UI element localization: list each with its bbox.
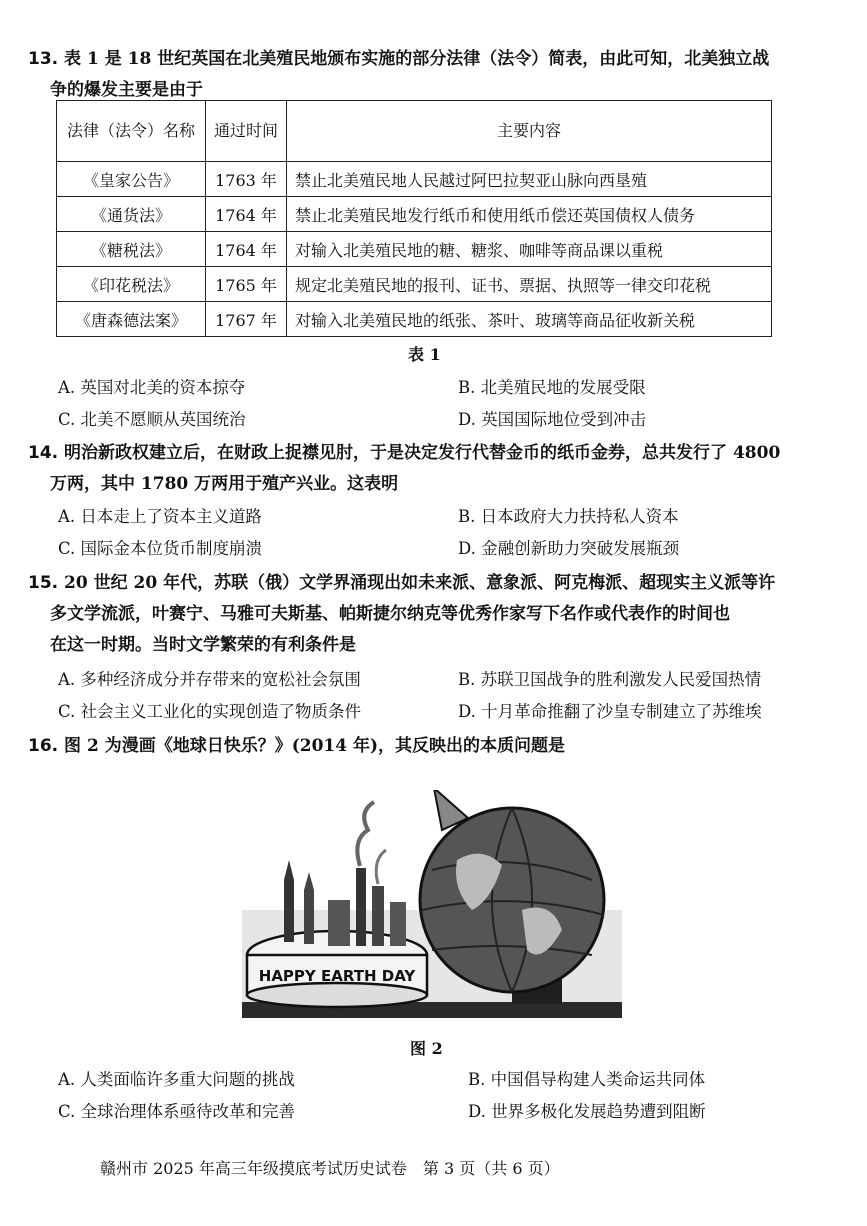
law-table-header bbox=[57, 101, 772, 162]
cartoon-illustration bbox=[242, 790, 622, 1018]
table-caption: 表 1 bbox=[408, 345, 441, 364]
q14-option-b[interactable]: B. 日本政府大力扶持私人资本 bbox=[458, 507, 679, 526]
q13-stem-line2: 争的爆发主要是由于 bbox=[50, 80, 203, 100]
smoke-icon bbox=[357, 802, 374, 866]
q16-option-a[interactable]: A. 人类面临许多重大问题的挑战 bbox=[58, 1070, 295, 1089]
law-year-cell: 1763 年 bbox=[206, 162, 287, 197]
table-row bbox=[57, 232, 772, 267]
law-name-cell: 《皇家公告》 bbox=[57, 162, 206, 197]
q13-stem-line1: 表 1 是 18 世纪英国在北美殖民地颁布实施的部分法律（法令）简表，由此可知，北美独立战 bbox=[64, 49, 770, 69]
law-content-cell: 禁止北美殖民地人民越过阿巴拉契亚山脉向西垦殖 bbox=[287, 162, 772, 197]
cake-base bbox=[247, 983, 427, 1007]
q15-option-b[interactable]: B. 苏联卫国战争的胜利激发人民爱国热情 bbox=[458, 670, 762, 689]
q16-stem bbox=[28, 731, 818, 762]
q14-option-d[interactable]: D. 金融创新助力突破发展瓶颈 bbox=[458, 539, 680, 558]
q15-stem bbox=[28, 568, 818, 661]
law-name-cell: 《印花税法》 bbox=[57, 267, 206, 302]
q13-stem bbox=[28, 44, 818, 106]
table-row bbox=[57, 162, 772, 197]
table-row bbox=[57, 267, 772, 302]
cartoon-figure bbox=[242, 790, 622, 1018]
factory-candle-icon bbox=[328, 900, 350, 946]
chimney-candle-icon bbox=[372, 886, 384, 946]
q14-option-a[interactable]: A. 日本走上了资本主义道路 bbox=[58, 507, 262, 526]
law-content-cell: 对输入北美殖民地的糖、糖浆、咖啡等商品课以重税 bbox=[287, 232, 772, 267]
q15-option-a[interactable]: A. 多种经济成分并存带来的宽松社会氛围 bbox=[58, 670, 361, 689]
q13-option-c[interactable]: C. 北美不愿顺从英国统治 bbox=[58, 410, 246, 429]
table-row bbox=[57, 197, 772, 232]
law-table bbox=[56, 100, 772, 337]
q14-number: 14. bbox=[28, 443, 59, 463]
q16-number: 16. bbox=[28, 736, 59, 756]
q15-stem-line3: 在这一时期。当时文学繁荣的有利条件是 bbox=[50, 635, 356, 655]
q15-stem-line2: 多文学流派，叶赛宁、马雅可夫斯基、帕斯捷尔纳克等优秀作家写下名作或代表作的时间也 bbox=[50, 604, 730, 624]
header-law-name: 法律（法令）名称 bbox=[57, 101, 206, 162]
page-footer: 赣州市 2025 年高三年级摸底考试历史试卷 第 3 页（共 6 页） bbox=[100, 1159, 560, 1178]
header-time: 通过时间 bbox=[206, 101, 287, 162]
q16-stem-line1: 图 2 为漫画《地球日快乐？》(2014 年)，其反映出的本质问题是 bbox=[64, 736, 566, 756]
globe bbox=[420, 808, 604, 992]
law-name-cell: 《唐森德法案》 bbox=[57, 302, 206, 337]
q15-option-d[interactable]: D. 十月革命推翻了沙皇专制建立了苏维埃 bbox=[458, 702, 762, 721]
table-row bbox=[57, 302, 772, 337]
q16-option-c[interactable]: C. 全球治理体系亟待改革和完善 bbox=[58, 1102, 296, 1121]
law-year-cell: 1767 年 bbox=[206, 302, 287, 337]
q13-option-d[interactable]: D. 英国国际地位受到冲击 bbox=[458, 410, 647, 429]
law-name-cell: 《糖税法》 bbox=[57, 232, 206, 267]
q13-number: 13. bbox=[28, 49, 59, 69]
q16-option-b[interactable]: B. 中国倡导构建人类命运共同体 bbox=[468, 1070, 706, 1089]
law-content-cell: 对输入北美殖民地的纸张、茶叶、玻璃等商品征收新关税 bbox=[287, 302, 772, 337]
q13-option-b[interactable]: B. 北美殖民地的发展受限 bbox=[458, 378, 646, 397]
q14-stem bbox=[28, 438, 818, 500]
header-content: 主要内容 bbox=[287, 101, 772, 162]
q16-option-d[interactable]: D. 世界多极化发展趋势遭到阻断 bbox=[468, 1102, 706, 1121]
q15-option-c[interactable]: C. 社会主义工业化的实现创造了物质条件 bbox=[58, 702, 362, 721]
missile-tip-icon bbox=[284, 860, 294, 880]
figure-caption: 图 2 bbox=[410, 1039, 443, 1058]
law-name-cell: 《通货法》 bbox=[57, 197, 206, 232]
law-year-cell: 1764 年 bbox=[206, 232, 287, 267]
q15-number: 15. bbox=[28, 573, 59, 593]
q14-stem-line2: 万两，其中 1780 万两用于殖产兴业。这表明 bbox=[50, 474, 399, 494]
q14-option-c[interactable]: C. 国际金本位货币制度崩溃 bbox=[58, 539, 263, 558]
missile-candle-icon bbox=[284, 880, 294, 942]
q15-stem-line1: 20 世纪 20 年代，苏联（俄）文学界涌现出如未来派、意象派、阿克梅派、超现实主义派等许 bbox=[64, 573, 776, 593]
missile-tip-icon bbox=[304, 872, 314, 890]
cake-lettering: HAPPY EARTH DAY bbox=[258, 967, 416, 985]
smoke-icon bbox=[376, 850, 386, 884]
law-content-cell: 禁止北美殖民地发行纸币和使用纸币偿还英国债权人债务 bbox=[287, 197, 772, 232]
missile-candle-icon bbox=[304, 890, 314, 944]
factory-candle-icon bbox=[390, 902, 406, 946]
law-content-cell: 规定北美殖民地的报刊、证书、票据、执照等一律交印花税 bbox=[287, 267, 772, 302]
law-year-cell: 1765 年 bbox=[206, 267, 287, 302]
chimney-candle-icon bbox=[356, 868, 366, 946]
q14-stem-line1: 明治新政权建立后，在财政上捉襟见肘，于是决定发行代替金币的纸币金券，总共发行了 4800 bbox=[64, 443, 781, 463]
q13-option-a[interactable]: A. 英国对北美的资本掠夺 bbox=[58, 378, 246, 397]
law-year-cell: 1764 年 bbox=[206, 197, 287, 232]
